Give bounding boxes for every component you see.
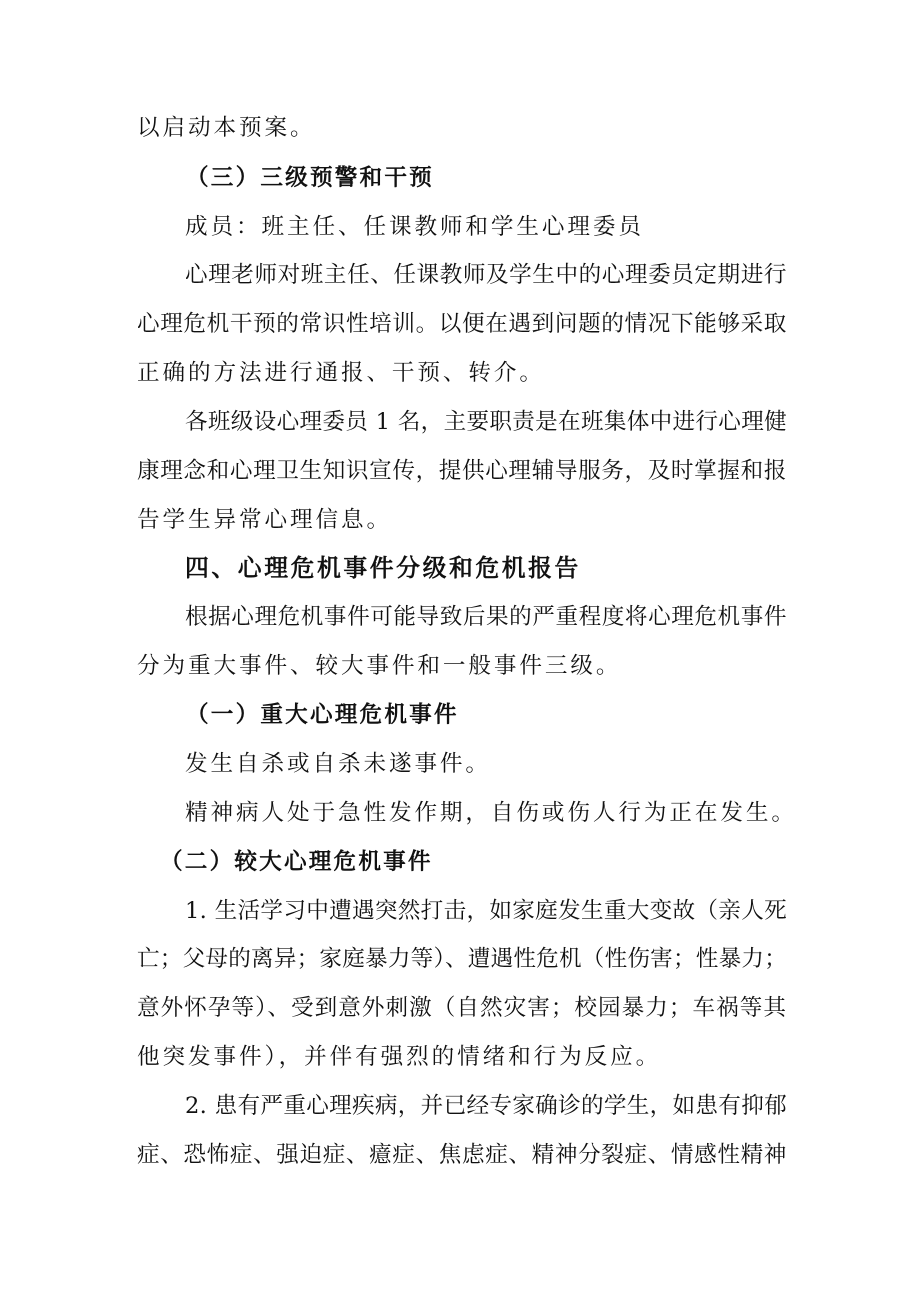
paragraph-line: 2. 患有严重心理疾病，并已经专家确诊的学生，如患有抑郁 [185, 1093, 787, 1119]
paragraph-line: 发生自杀或自杀未遂事件。 [185, 751, 491, 777]
paragraph-line: 心理危机干预的常识性培训。以便在遇到问题的情况下能够采取 [137, 311, 787, 337]
paragraph-line: 心理老师对班主任、任课教师及学生中的心理委员定期进行 [185, 262, 787, 288]
paragraph-line: 正确的方法进行通报、干预、转介。 [137, 360, 545, 386]
paragraph-line: 各班级设心理委员 1 名，主要职责是在班集体中进行心理健 [185, 409, 787, 435]
paragraph-line: 他突发事件），并伴有强烈的情绪和行为反应。 [137, 1044, 662, 1070]
paragraph-line: 亡；父母的离异；家庭暴力等）、遭遇性危机（性伤害；性暴力； [137, 946, 787, 972]
paragraph-line: 1. 生活学习中遭遇突然打击，如家庭发生重大变故（亲人死 [185, 898, 787, 924]
section-heading: （二）较大心理危机事件 [160, 849, 433, 875]
section-heading: （三）三级预警和干预 [186, 165, 434, 191]
paragraph-line: 分为重大事件、较大事件和一般事件三级。 [137, 653, 622, 679]
paragraph-line: 康理念和心理卫生知识宣传，提供心理辅导服务，及时掌握和报 [137, 458, 787, 484]
section-heading: （一）重大心理危机事件 [186, 702, 459, 728]
paragraph-line: 精神病人处于急性发作期，自伤或伤人行为正在发生。 [185, 800, 797, 826]
paragraph-line: 成员：班主任、任课教师和学生心理委员 [185, 214, 644, 240]
paragraph-line: 以启动本预案。 [137, 115, 316, 141]
paragraph-line: 症、恐怖症、强迫症、癔症、焦虑症、精神分裂症、情感性精神 [137, 1142, 787, 1168]
paragraph-line: 告学生异常心理信息。 [137, 507, 392, 533]
paragraph-line: 根据心理危机事件可能导致后果的严重程度将心理危机事件 [185, 604, 787, 630]
chapter-heading: 四、心理危机事件分级和危机报告 [185, 554, 581, 582]
paragraph-line: 意外怀孕等）、受到意外刺激（自然灾害；校园暴力；车祸等其 [137, 995, 787, 1021]
